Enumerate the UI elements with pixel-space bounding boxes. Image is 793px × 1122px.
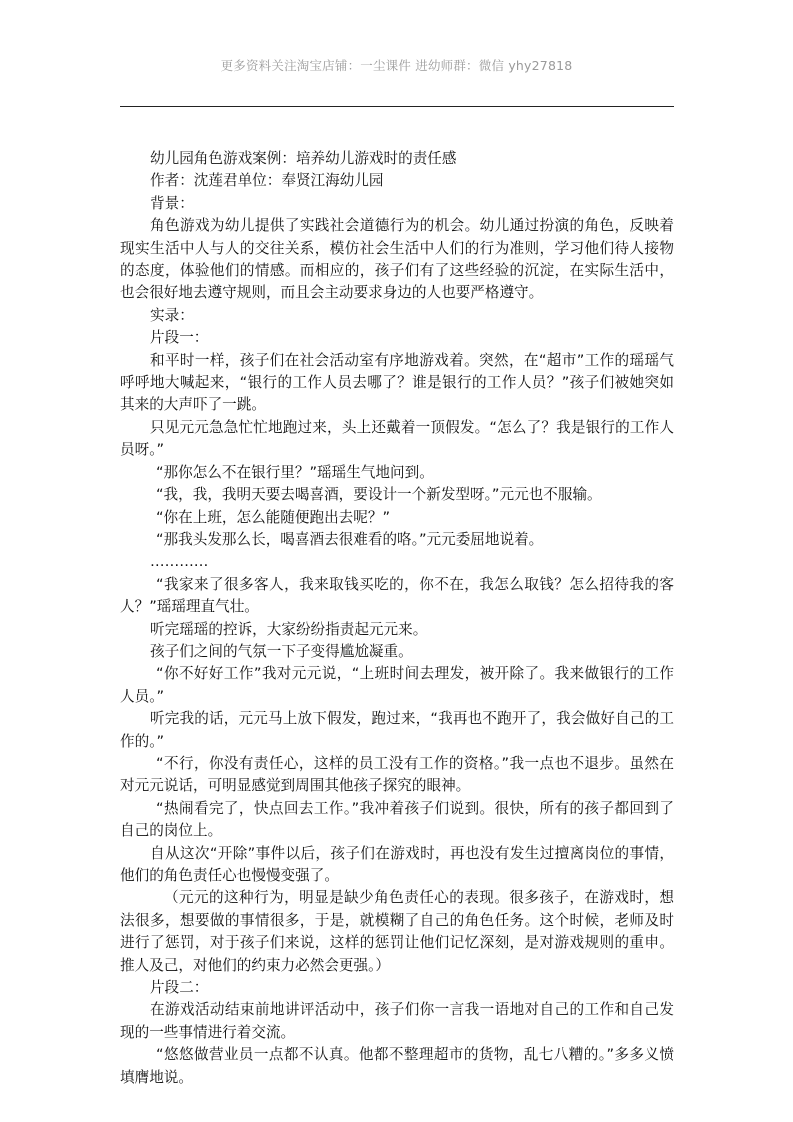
page-header: 更多资料关注淘宝店铺：一尘课件 进幼师群：微信 yhy27818 xyxy=(220,58,573,73)
paragraph: 听完瑶瑶的控诉，大家纷纷指责起元元来。 xyxy=(150,620,428,638)
dialogue-line: “我，我，我明天要去喝喜酒，要设计一个新发型呀。”元元也不服输。 xyxy=(156,486,602,504)
author-line: 作者：沈莲君单位：奉贤江海幼儿园 xyxy=(150,172,384,190)
ellipsis-line: ………… xyxy=(150,553,209,571)
dialogue-line: “悠悠做营业员一点都不认真。他都不整理超市的货物，乱七八糟的。”多多义愤填膺地说。 xyxy=(120,1046,674,1086)
section-heading-record: 实录： xyxy=(150,306,194,324)
paragraph: 听完我的话，元元马上放下假发，跑过来，“我再也不跑开了，我会做好自己的工作的。” xyxy=(120,710,674,750)
dialogue-line: “我家来了很多客人，我来取钱买吃的，你不在，我怎么取钱？怎么招待我的客人？”瑶瑶理直气壮。 xyxy=(120,575,674,616)
dialogue-line: “你不好好工作”我对元元说，“上班时间去理发，被开除了。我来做银行的工作人员。” xyxy=(120,665,674,705)
paragraph: 只见元元急急忙忙地跑过来，头上还戴着一顶假发。“怎么了？我是银行的工作人员呀。” xyxy=(120,418,674,459)
paragraph: 孩子们之间的气氛一下子变得尴尬凝重。 xyxy=(150,642,413,660)
document-body xyxy=(120,148,674,1089)
dialogue-line: “那你怎么不在银行里？”瑶瑶生气地问到。 xyxy=(156,463,434,481)
dialogue-line: “那我头发那么长，喝喜酒去很难看的咯。”元元委屈地说着。 xyxy=(156,530,544,548)
dialogue-line: “不行，你没有责任心，这样的员工没有工作的资格。”我一点也不退步。虽然在对元元说话，可明显感觉到周围其他孩子探究的眼神。 xyxy=(120,754,674,795)
dialogue-line: “热闹看完了，快点回去工作。”我冲着孩子们说到。很快，所有的孩子都回到了自己的岗位上。 xyxy=(120,799,674,840)
paragraph: 和平时一样，孩子们在社会活动室有序地游戏着。突然，在“超市”工作的瑶瑶气呼呼地大喊起来，“银行的工作人员去哪了？谁是银行的工作人员？”孩子们被她突如其来的大声吓了一跳。 xyxy=(120,351,674,414)
dialogue-line: “你在上班，怎么能随便跑出去呢？” xyxy=(156,508,391,526)
document-title: 幼儿园角色游戏案例：培养幼儿游戏时的责任感 xyxy=(150,150,457,167)
paragraph: 自从这次“开除”事件以后，孩子们在游戏时，再也没有发生过擅离岗位的事情，他们的角色责任心也慢慢变强了。 xyxy=(120,844,674,884)
section-heading-background: 背景： xyxy=(150,194,194,212)
paragraph: 在游戏活动结束前地讲评活动中，孩子们你一言我一语地对自己的工作和自己发现的一些事情进行着交流。 xyxy=(120,1001,674,1041)
commentary-paragraph: （元元的这种行为，明显是缺少角色责任心的表现。很多孩子，在游戏时，想法很多，想要做的事情很多，于是，就模糊了自己的角色任务。这个时候，老师及时进行了惩罚，对于孩子们来说，这样的惩罚让他们记忆深刻，是对游戏规则的重申。推人及己，对他们的约束力必然会更强。） xyxy=(120,889,674,974)
segment-heading-2: 片段二： xyxy=(150,979,209,997)
segment-heading-1: 片段一： xyxy=(150,329,209,347)
header-divider xyxy=(120,106,674,107)
paragraph: 角色游戏为幼儿提供了实践社会道德行为的机会。幼儿通过扮演的角色，反映着现实生活中人与人的交往关系，模仿社会生活中人们的行为准则，学习他们待人接物的态度，体验他们的情感。而相应的，孩子们有了这些经验的沉淀，在实际生活中，也会很好地去遵守规则，而且会主动要求身边的人也要严格遵守。 xyxy=(120,217,674,302)
